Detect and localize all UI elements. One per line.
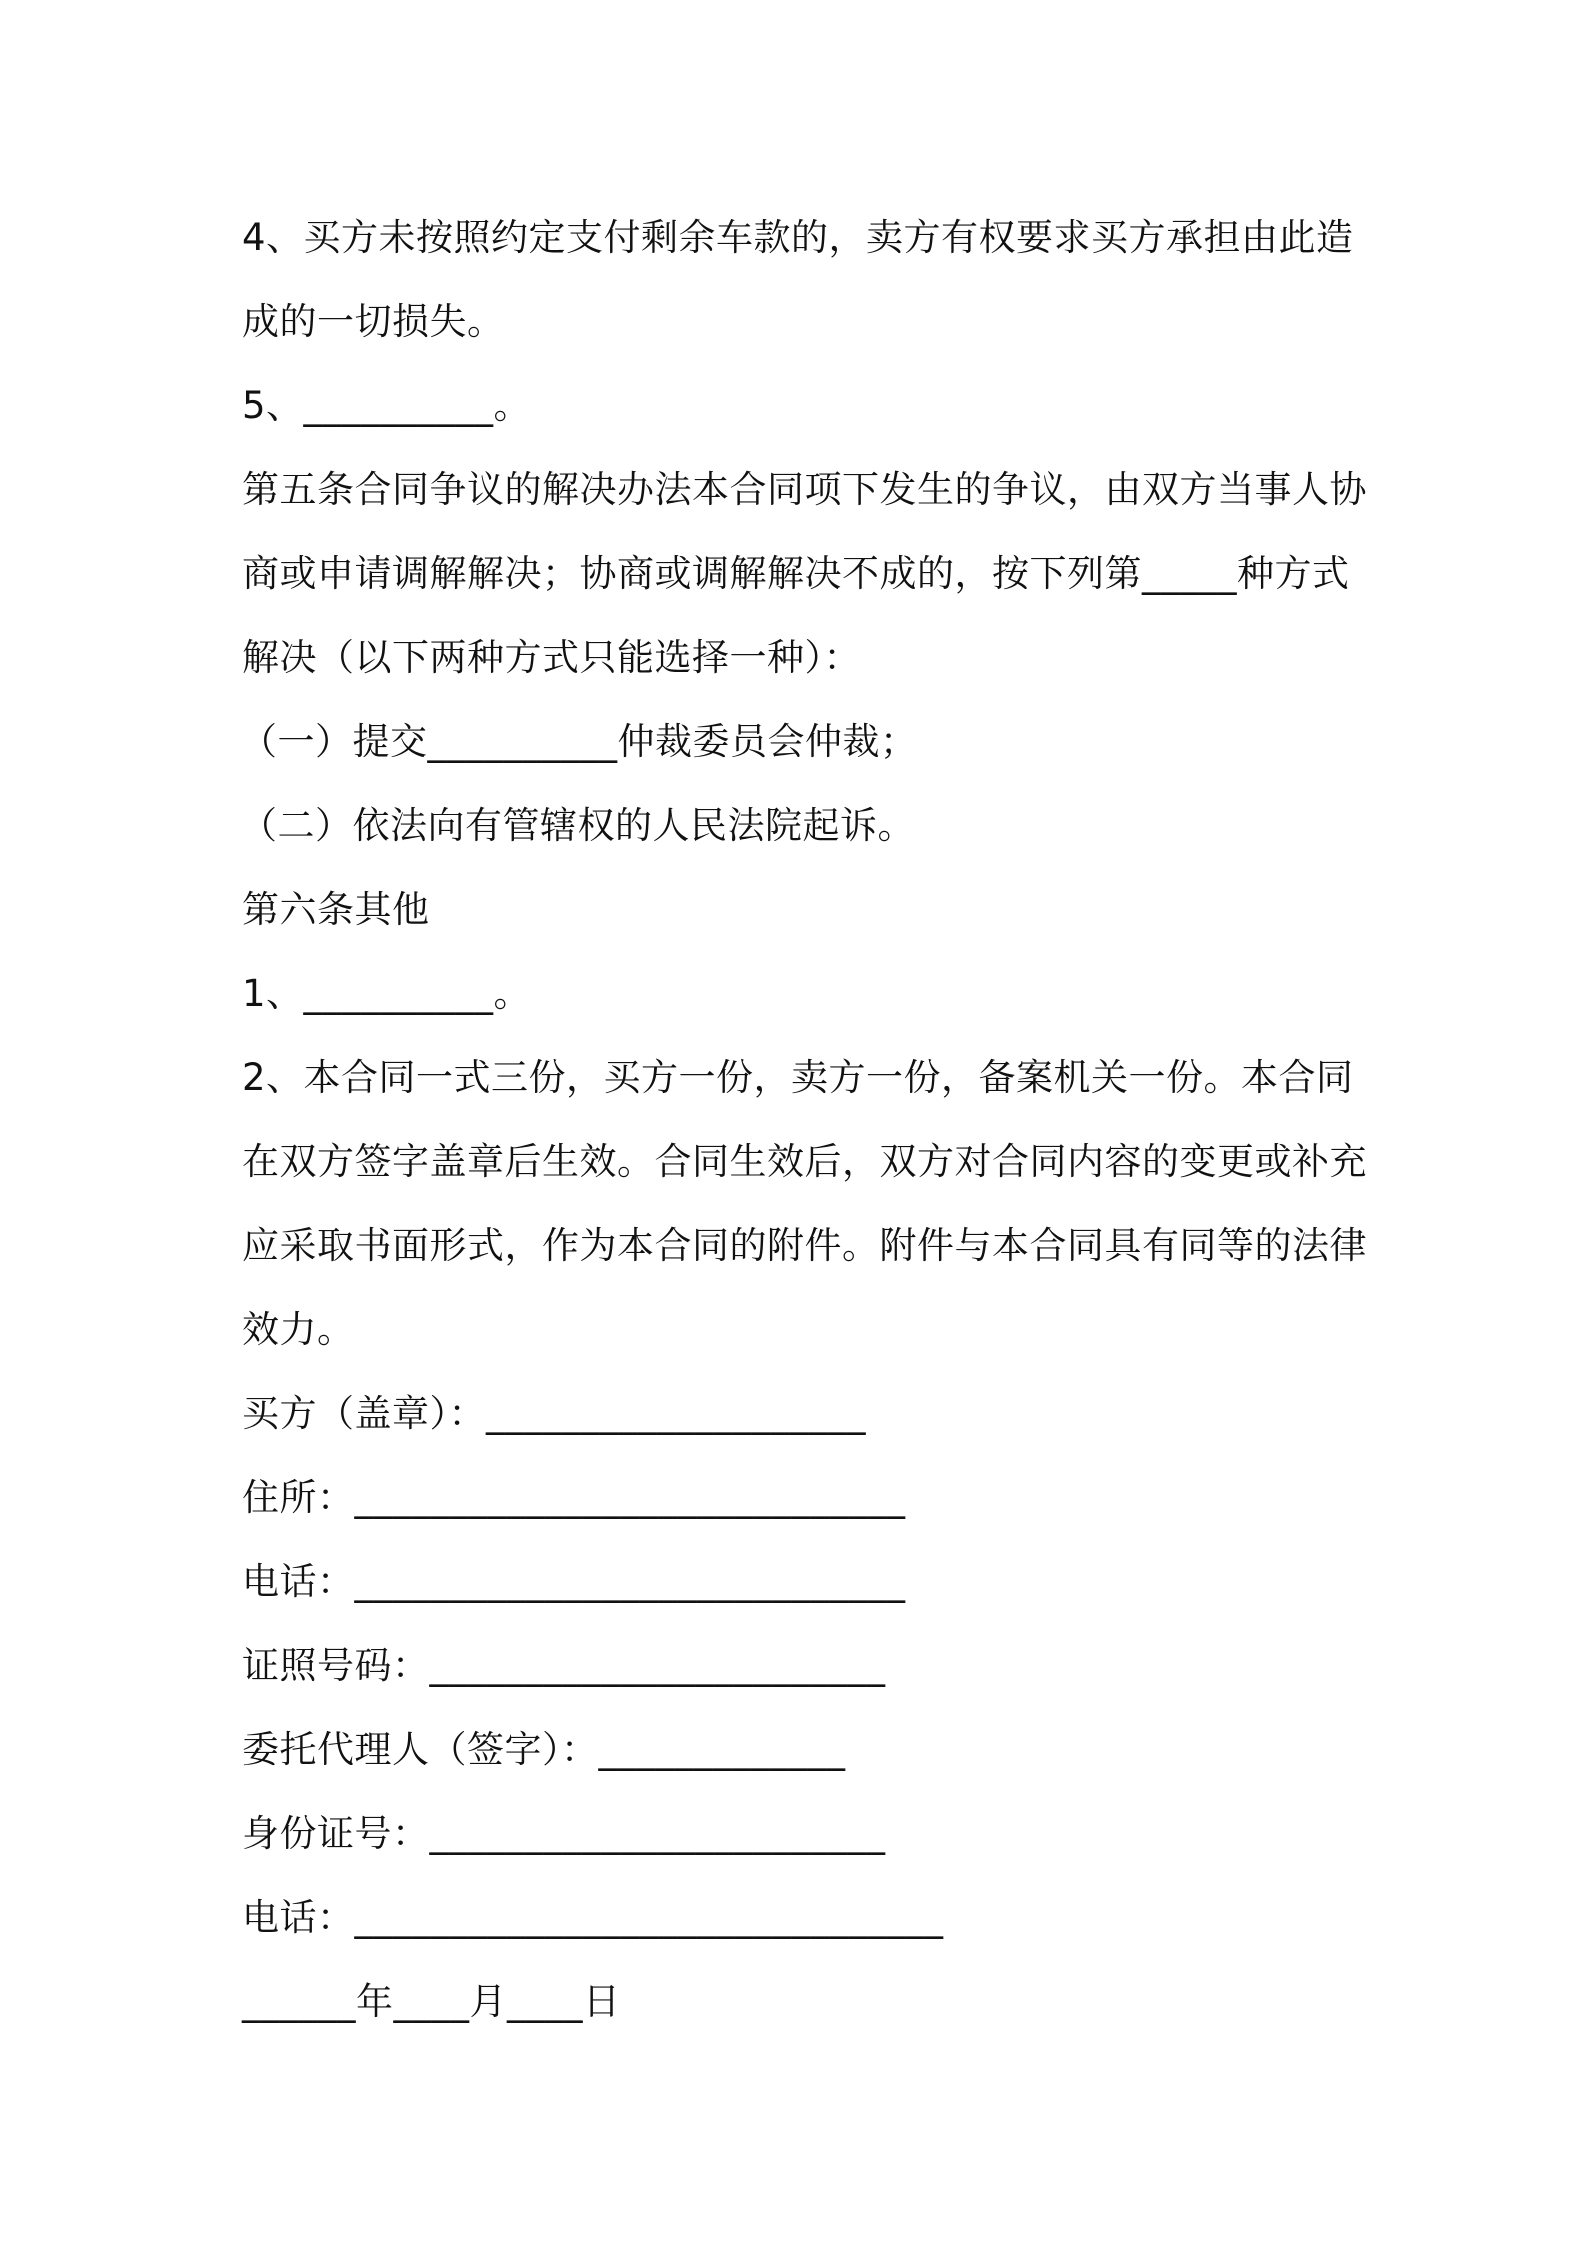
article-5-line-2: 商或申请调解解决；协商或调解解决不成的，按下列第_____种方式 bbox=[242, 552, 1350, 595]
article-6-heading: 第六条其他 bbox=[242, 888, 430, 931]
article-6-item-2-line-4: 效力。 bbox=[242, 1308, 355, 1351]
address-field: 住所：_____________________________ bbox=[242, 1476, 906, 1519]
document-body bbox=[240, 196, 1367, 2044]
date-field: ______年____月____日 bbox=[242, 1980, 621, 2023]
article-6-item-2-line-1: 2、本合同一式三份，买方一份，卖方一份，备案机关一份。本合同 bbox=[242, 1056, 1354, 1099]
article-6-item-2-line-3: 应采取书面形式，作为本合同的附件。附件与本合同具有同等的法律 bbox=[242, 1224, 1367, 1267]
phone-field: 电话：_____________________________ bbox=[242, 1560, 906, 1603]
id-number-field: 身份证号：________________________ bbox=[242, 1812, 886, 1855]
article-5-line-1: 第五条合同争议的解决办法本合同项下发生的争议，由双方当事人协 bbox=[242, 468, 1367, 511]
agent-phone-field: 电话：_______________________________ bbox=[242, 1896, 944, 1939]
article-6-item-2-line-2: 在双方签字盖章后生效。合同生效后，双方对合同内容的变更或补充 bbox=[242, 1140, 1367, 1183]
article-5-line-3: 解决（以下两种方式只能选择一种）： bbox=[242, 636, 861, 679]
clause-5-blank: 5、__________。 bbox=[242, 384, 532, 427]
clause-4-line-1: 4、买方未按照约定支付剩余车款的，卖方有权要求买方承担由此造 bbox=[242, 216, 1354, 259]
article-6-item-1: 1、__________。 bbox=[242, 972, 532, 1015]
buyer-seal-field: 买方（盖章）：____________________ bbox=[242, 1392, 866, 1435]
option-litigation: （二）依法向有管辖权的人民法院起诉。 bbox=[240, 804, 915, 847]
license-number-field: 证照号码：________________________ bbox=[242, 1644, 886, 1687]
option-arbitration: （一）提交__________仲裁委员会仲裁； bbox=[240, 720, 918, 763]
clause-4-line-2: 成的一切损失。 bbox=[242, 300, 505, 343]
agent-signature-field: 委托代理人（签字）：_____________ bbox=[242, 1728, 846, 1771]
